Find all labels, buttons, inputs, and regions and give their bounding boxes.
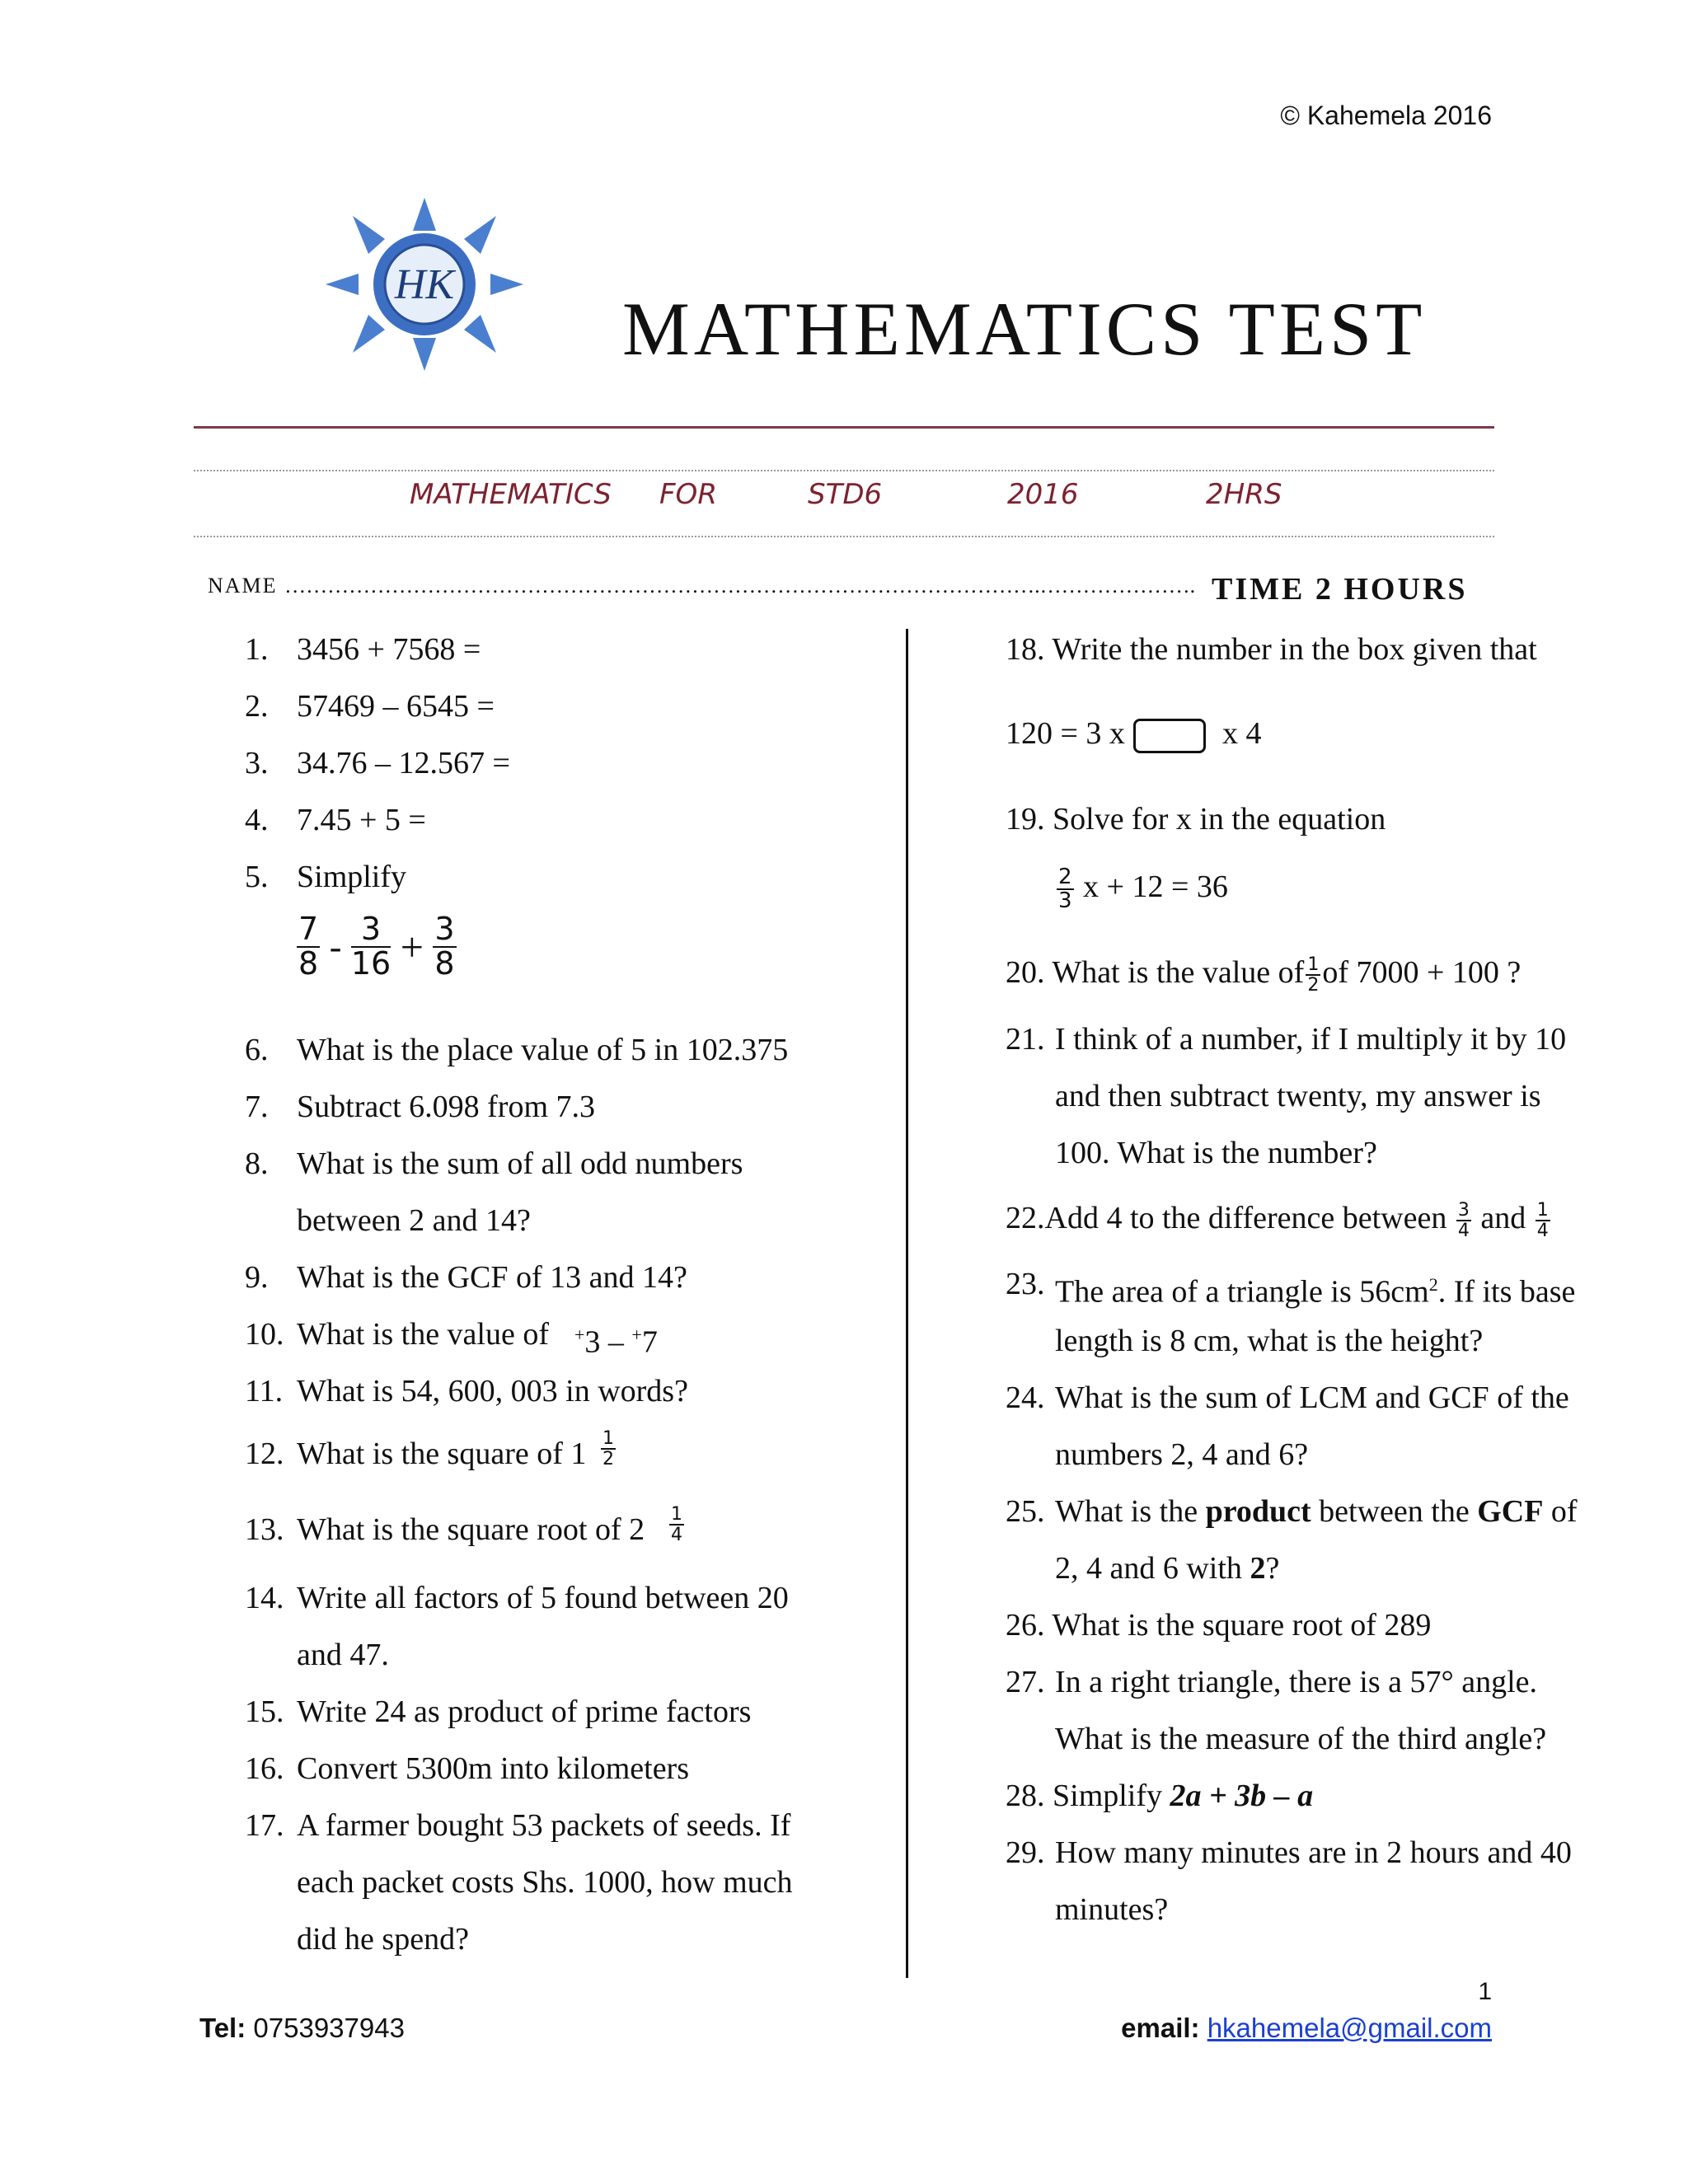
q18-equation: 120 = 3 x x 4 xyxy=(1006,705,1261,762)
header-rule xyxy=(194,426,1494,429)
meta-for: FOR xyxy=(659,478,717,511)
question-text: 34.76 – 12.567 = xyxy=(297,746,510,780)
q22-frac-1: $\frac{3}{4}$ xyxy=(1457,1200,1470,1242)
question-number: 11. xyxy=(245,1374,284,1408)
hk-logo xyxy=(326,198,523,371)
question-text: did he spend? xyxy=(297,1922,469,1957)
question-text: What is the place value of 5 in 102.375 xyxy=(297,1033,789,1067)
question-text: 3456 + 7568 = xyxy=(297,632,481,667)
q26: 26. What is the square root of 289 xyxy=(1006,1608,1432,1643)
dotted-rule-bottom xyxy=(194,536,1494,537)
question-text: A farmer bought 53 packets of seeds. If xyxy=(297,1808,791,1843)
email-link[interactable]: hkahemela@gmail.com xyxy=(1207,2013,1492,2043)
q5-frac-2: $\frac{3}{16}$ xyxy=(350,911,392,982)
copyright-notice: © Kahemela 2016 xyxy=(1280,101,1492,130)
q13-frac: $\frac{1}{4}$ xyxy=(671,1504,682,1546)
question-number: 13. xyxy=(245,1512,284,1547)
name-field[interactable] xyxy=(208,574,1195,598)
question-text: between 2 and 14? xyxy=(297,1203,531,1238)
page-title: MATHEMATICS TEST xyxy=(622,287,1427,371)
dotted-rule-top xyxy=(194,470,1494,471)
q19-equation: $\frac{2}{3}$ x + 12 = 36 xyxy=(1058,864,1228,914)
q22: 22.Add 4 to the difference between $\frac{3}{4}$ and $\frac{1}{4}$ xyxy=(1006,1200,1549,1242)
question-text: each packet costs Shs. 1000, how much xyxy=(297,1865,793,1900)
time-allowed: TIME 2 HOURS xyxy=(1212,572,1468,607)
question-text: Convert 5300m into kilometers xyxy=(297,1751,690,1786)
question-number: 8. xyxy=(245,1146,269,1181)
q5-expression xyxy=(295,913,458,981)
question-number: 1. xyxy=(245,632,269,667)
q28: 28. Simplify 2a + 3b – a xyxy=(1006,1779,1314,1813)
question-text: What is the sum of all odd numbers xyxy=(297,1146,743,1181)
question-text: and 47. xyxy=(297,1638,389,1672)
question-number: 16. xyxy=(245,1751,284,1786)
question-number: 12. xyxy=(245,1436,284,1471)
column-divider xyxy=(906,629,908,1978)
svg-text:HK: HK xyxy=(394,261,455,308)
question-number: 2. xyxy=(245,689,269,724)
question-text: 57469 – 6545 = xyxy=(297,689,495,724)
question-number: 14. xyxy=(245,1581,284,1615)
q12-frac: $\frac{1}{2}$ xyxy=(603,1428,614,1470)
name-dots: …………………………………………………………………………………………….…………………. xyxy=(284,574,1196,598)
question-text: What is 54, 600, 003 in words? xyxy=(297,1374,688,1408)
name-label: NAME xyxy=(208,574,278,598)
question-text: What is the square root of 2 xyxy=(297,1512,645,1547)
q5-frac-3: $\frac{3}{8}$ xyxy=(434,911,455,982)
question-text: Subtract 6.098 from 7.3 xyxy=(297,1090,596,1124)
q19-frac: $\frac{2}{3}$ xyxy=(1058,864,1072,914)
question-text: Simplify xyxy=(297,860,407,894)
question-text: 7.45 + 5 = xyxy=(297,803,426,837)
question-number: 10. xyxy=(245,1317,284,1352)
question-text: Write all factors of 5 found between 20 xyxy=(297,1581,789,1615)
question-number: 4. xyxy=(245,803,269,837)
q5-op-2: + xyxy=(400,923,424,970)
q5-op-1: - xyxy=(329,926,342,968)
meta-year: 2016 xyxy=(1007,478,1079,511)
question-number: 9. xyxy=(245,1260,269,1295)
question-number: 7. xyxy=(245,1090,269,1124)
question-text: What is the value of xyxy=(297,1317,550,1352)
question-text: What is the GCF of 13 and 14? xyxy=(297,1260,687,1295)
question-text: What is the square of 1 xyxy=(297,1436,587,1471)
footer-tel: Tel: 0753937943 xyxy=(199,2013,405,2043)
question-number: 17. xyxy=(245,1808,284,1843)
q5-frac-1: $\frac{7}{8}$ xyxy=(298,911,319,982)
question-number: 3. xyxy=(245,746,269,780)
q10-expression: +3 – +7 xyxy=(574,1324,658,1360)
meta-duration: 2HRS xyxy=(1206,478,1282,511)
question-text: Write 24 as product of prime factors xyxy=(297,1694,752,1729)
q20: 20. What is the value of $\frac{1}{2}$ of 7000 + 100 ? xyxy=(1006,954,1522,996)
q20-frac: $\frac{1}{2}$ xyxy=(1307,954,1320,996)
footer-email: email: hkahemela@gmail.com xyxy=(1121,2013,1492,2043)
question-number: 6. xyxy=(245,1033,269,1067)
page-number: 1 xyxy=(1478,1978,1492,2005)
q22-frac-2: $\frac{1}{4}$ xyxy=(1536,1200,1549,1242)
meta-subject: MATHEMATICS xyxy=(410,478,612,511)
question-number: 15. xyxy=(245,1694,284,1729)
meta-std: STD6 xyxy=(808,478,883,511)
q18: 18. Write the number in the box given that xyxy=(1006,632,1537,667)
q19: 19. Solve for x in the equation xyxy=(1006,802,1386,837)
question-number: 5. xyxy=(245,860,269,894)
answer-box[interactable] xyxy=(1133,719,1206,753)
